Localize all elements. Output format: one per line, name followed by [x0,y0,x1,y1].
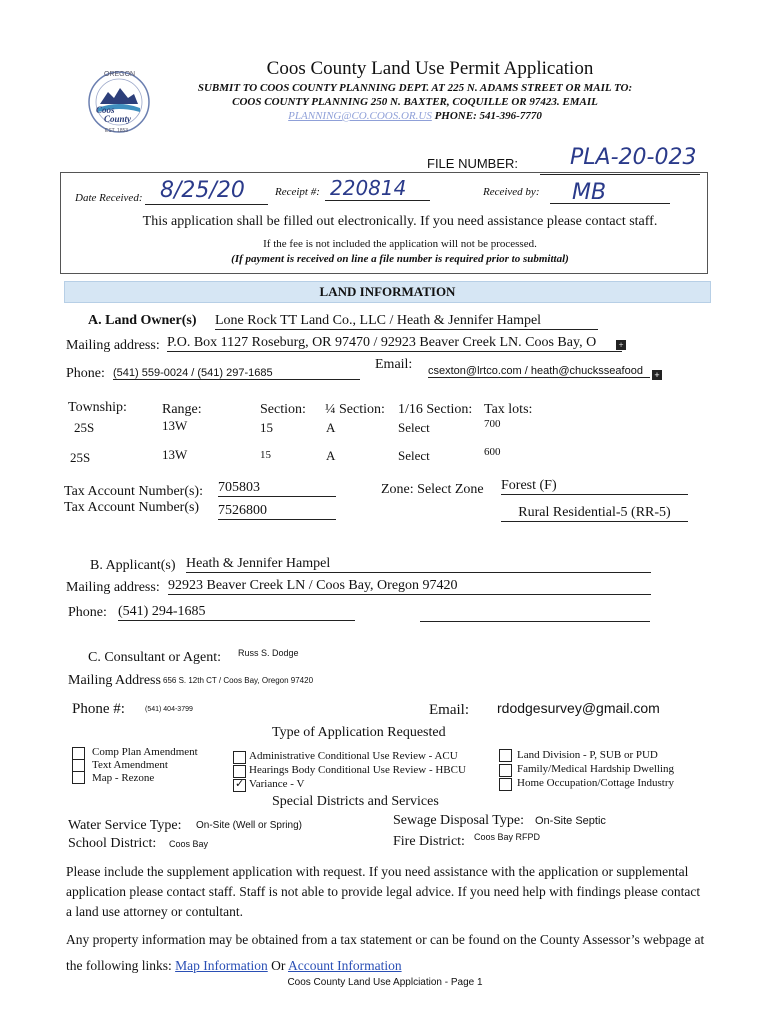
county-seal [86,70,152,134]
owner-phone-field[interactable]: (541) 559-0024 / (541) 297-1685 [113,367,360,380]
owner-email-field[interactable]: csexton@lrtco.com / heath@chucksseafood [428,365,650,378]
applicant-phone-field[interactable]: (541) 294-1685 [118,604,355,621]
applicant-mailing-field[interactable]: 92923 Beaver Creek LN / Coos Bay, Oregon 97420 [168,578,651,595]
land-division-label: Land Division - P, SUB or PUD [517,749,658,761]
map-rezone-checkbox[interactable] [72,771,85,784]
account-information-link[interactable]: Account Information [288,958,402,973]
land-owner-label: A. Land Owner(s) [88,313,197,328]
comp-plan-row [72,747,85,759]
fee-notice: If the fee is not included the application will not be processed. [263,238,537,250]
application-type-header: Type of Application Requested [272,725,446,740]
map-information-link[interactable]: Map Information [175,958,268,973]
owner-mailing-label: Mailing address: [66,338,160,353]
range-header: Range: [162,402,202,417]
file-number-value: PLA-20-023 [570,145,697,170]
land-owner-field[interactable]: Lone Rock TT Land Co., LLC / Heath & Jennifer Hampel [215,313,598,330]
page-title: Coos County Land Use Permit Application [266,58,594,79]
row1-township[interactable]: 25S [74,420,95,435]
owner-phone-label: Phone: [66,366,105,381]
tax-account-field-2[interactable]: 7526800 [218,503,336,520]
consultant-label: C. Consultant or Agent: [88,650,221,665]
fire-district-select[interactable]: Coos Bay RFPD [474,832,541,842]
water-service-select[interactable]: On-Site (Well or Spring) [196,820,302,831]
page-footer: Coos County Land Use Applciation - Page 1 [287,977,483,988]
seal-name-2: County [104,114,132,124]
row2-section[interactable]: 15 [260,449,271,461]
home-occupation-checkbox[interactable] [499,778,512,796]
owner-email-label: Email: [375,357,413,372]
applicant-phone-label: Phone: [68,605,107,620]
consultant-mailing-field[interactable]: 656 S. 12th CT / Coos Bay, Oregon 97420 [163,676,314,685]
assessor-paragraph [66,927,706,979]
zone-select-2[interactable]: Rural Residential-5 (RR-5) [501,505,688,522]
consultant-mailing-label: Mailing Address [68,673,161,688]
tax-lots-header: Tax lots: [484,402,533,417]
owner-mailing-field[interactable]: P.O. Box 1127 Roseburg, OR 97470 / 92923 Beaver Creek LN. Coos Bay, O [167,335,622,352]
applicant-extra-field[interactable] [420,621,650,622]
map-rezone-label: Map - Rezone [92,772,155,784]
planning-email-link[interactable]: PLANNING@CO.COOS.OR.US [288,110,432,122]
receipt-value: 220814 [330,176,407,200]
acu-label: Administrative Conditional Use Review - ACU [249,750,458,762]
row2-quarter[interactable]: A [326,448,336,463]
row2-taxlot[interactable]: 600 [484,446,501,458]
seal-name-1: Coos [96,105,115,115]
row2-sixteenth-select[interactable]: Select [398,448,430,463]
row2-township[interactable]: 25S [70,450,91,465]
received-by-value: MB [572,180,607,205]
applicant-label: B. Applicant(s) [90,558,176,573]
file-number-label: FILE NUMBER: [427,156,519,171]
special-districts-header: Special Districts and Services [272,794,439,809]
school-district-select[interactable]: Coos Bay [169,839,209,849]
tax-account-label-1: Tax Account Number(s): [64,484,203,499]
map-rezone-row [72,771,85,783]
received-by-label: Received by: [483,186,540,198]
payment-notice: (If payment is received on line a file number is required prior to submittal) [231,253,569,265]
row1-taxlot[interactable]: 700 [484,418,501,430]
fire-district-label: Fire District: [393,834,465,849]
assessor-text: Any property information may be obtained from a tax statement or can be found on the County Assessor’s webpage at the following links: [66,932,705,973]
land-information-header: LAND INFORMATION [64,281,711,303]
zone-select-1[interactable]: Forest (F) [501,478,688,495]
sewage-label: Sewage Disposal Type: [393,813,524,828]
hardship-label: Family/Medical Hardship Dwelling [517,763,675,775]
variance-checkbox[interactable] [233,779,246,797]
row1-quarter[interactable]: A [326,420,336,435]
seal-est: EST. 1853 [105,128,129,134]
row1-sixteenth-select[interactable]: Select [398,420,430,435]
consultant-email-field[interactable]: rdodgesurvey@gmail.com [497,700,660,716]
date-received-label: Date Received: [75,192,143,204]
seal-graphic [86,70,152,134]
sewage-select[interactable]: On-Site Septic [535,815,606,827]
applicant-name-field[interactable]: Heath & Jennifer Hampel [186,556,651,573]
applicant-mailing-label: Mailing address: [66,580,160,595]
consultant-name-field[interactable]: Russ S. Dodge [238,648,299,658]
section-header: Section: [260,402,306,417]
email-expand-icon[interactable]: + [652,370,662,380]
school-district-label: School District: [68,836,157,851]
receipt-label: Receipt #: [275,186,320,198]
col1-checkboxes [72,747,85,783]
township-header: Township: [68,400,127,415]
seal-top-text: OREGON [104,71,136,78]
variance-label: Variance - V [249,778,305,790]
quarter-section-header: ¼ Section: [325,402,385,417]
submit-line-1: SUBMIT TO COOS COUNTY PLANNING DEPT. AT 225 N. ADAMS STREET OR MAIL TO: [197,82,633,94]
consultant-phone-label: Phone #: [72,701,125,717]
water-service-label: Water Service Type: [68,818,182,833]
supplement-paragraph: Please include the supplement application with request. If you need assistance with the application or supplemental application please contact staff. Staff is not able to provide legal advice. If you need help with findings please contact a land use attorney or contultant. [66,864,701,919]
home-occupation-label: Home Occupation/Cottage Industry [517,777,675,789]
zone-label: Zone: Select Zone [381,482,484,497]
planning-email-row [145,110,685,122]
submit-line-2: COOS COUNTY PLANNING 250 N. BAXTER, COQUILLE OR 97423. EMAIL [232,96,598,108]
expand-field-icon[interactable]: + [616,340,626,350]
row2-range[interactable]: 13W [162,447,188,462]
tax-account-field-1[interactable]: 705803 [218,480,336,497]
row1-section[interactable]: 15 [260,420,273,435]
comp-plan-label: Comp Plan Amendment [92,746,198,758]
received-by-underline [550,203,670,204]
row1-range[interactable]: 13W [162,418,188,433]
planning-phone: PHONE: 541-396-7770 [434,110,542,122]
consultant-email-label: Email: [429,702,469,718]
date-received-value: 8/25/20 [160,178,245,203]
text-amendment-row [72,759,85,771]
electronic-notice: This application shall be filled out electronically. If you need assistance please contact staff. [142,214,658,229]
receipt-underline [325,200,430,201]
or-text: Or [271,958,286,973]
hbcu-label: Hearings Body Conditional Use Review - HBCU [249,764,466,776]
date-received-underline [145,204,268,205]
sixteenth-section-header: 1/16 Section: [398,402,473,417]
consultant-phone-field[interactable]: (541) 404-3799 [145,706,193,713]
check-mark-icon: ✓ [235,778,245,790]
tax-account-label-2: Tax Account Number(s) [64,500,200,515]
text-amendment-label: Text Amendment [92,759,168,771]
